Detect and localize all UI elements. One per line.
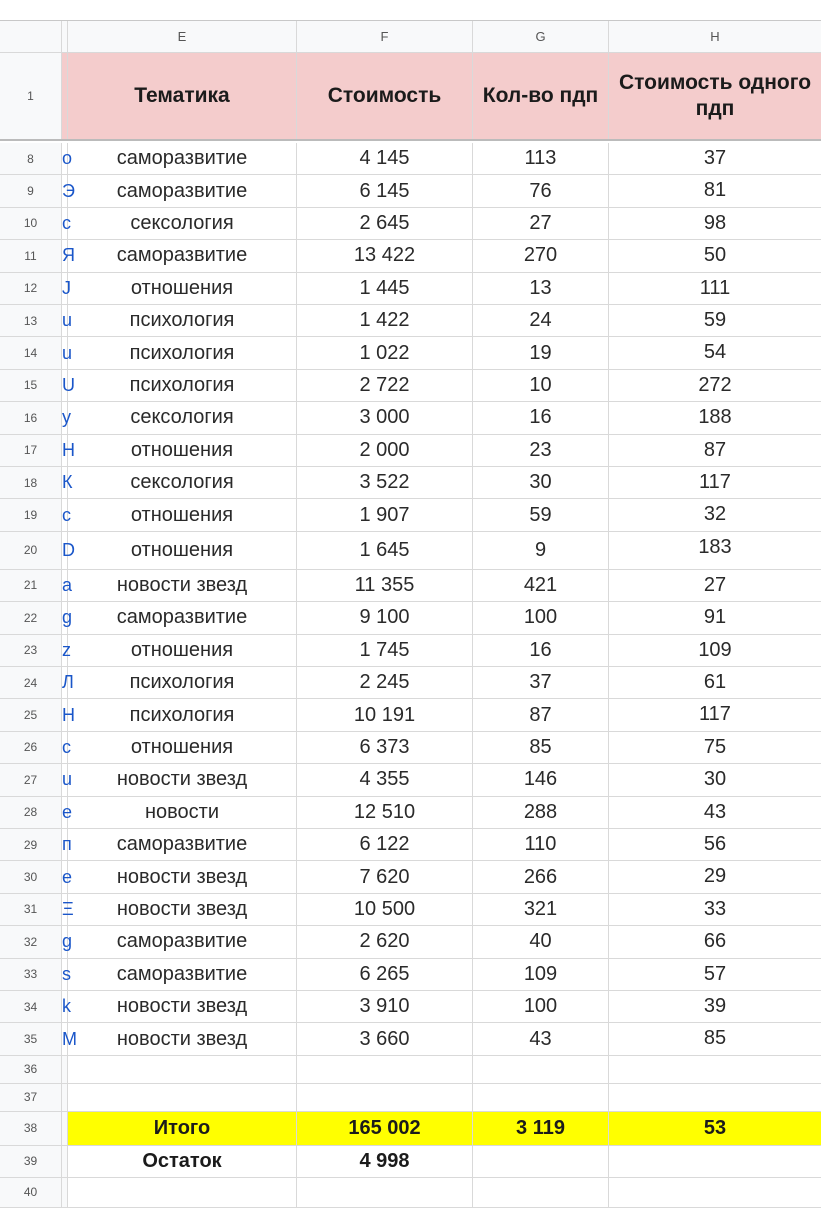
cell-unit-cost[interactable]: 75 (703, 735, 727, 758)
cell-unit-cost[interactable]: 59 (703, 309, 727, 331)
table-row (0, 699, 821, 731)
empty-cell[interactable] (297, 1178, 473, 1207)
cell-count[interactable]: 109 (473, 959, 609, 990)
cell-count[interactable]: 27 (473, 208, 609, 239)
remain-label[interactable]: Остаток (68, 1146, 297, 1177)
cell-unit-cost[interactable]: 98 (703, 211, 727, 234)
link-fragment[interactable]: К (62, 467, 68, 498)
cell-theme[interactable]: новости звезд (68, 570, 297, 601)
table-row (0, 764, 821, 796)
link-fragment[interactable]: е (62, 797, 68, 828)
cell-unit-cost[interactable]: 30 (703, 768, 727, 791)
table-row (0, 499, 821, 531)
row-number[interactable]: 36 (0, 1056, 62, 1083)
row-number[interactable]: 1 (0, 53, 62, 139)
table-row (0, 991, 821, 1023)
cell-cost[interactable]: 1 745 (297, 635, 473, 666)
cell-cost[interactable]: 3 660 (297, 1023, 473, 1054)
table-row (0, 1023, 821, 1055)
cell-count[interactable]: 59 (473, 499, 609, 530)
table-row (0, 370, 821, 402)
table-row (0, 175, 821, 207)
column-header-e[interactable]: E (68, 21, 297, 52)
link-fragment[interactable]: s (62, 959, 68, 990)
empty-cell[interactable] (68, 1056, 297, 1083)
empty-cell[interactable] (473, 1056, 609, 1083)
empty-cell[interactable] (473, 1178, 609, 1207)
link-fragment[interactable]: Я (62, 240, 68, 271)
table-row (0, 829, 821, 861)
cell-unit-cost[interactable]: 33 (703, 897, 727, 920)
cell-cost[interactable]: 11 355 (297, 570, 473, 601)
row-number[interactable]: 25 (0, 699, 62, 730)
cell-theme[interactable]: саморазвитие (68, 959, 297, 990)
cell-count[interactable]: 100 (473, 602, 609, 633)
table-row (0, 732, 821, 764)
row-number[interactable]: 21 (0, 570, 62, 601)
empty-cell[interactable] (609, 1056, 821, 1083)
cell-unit-cost[interactable]: 57 (703, 962, 727, 985)
cell-theme[interactable]: отношения (68, 273, 297, 304)
header-unit-cost[interactable]: Стоимость одного пдп (609, 53, 821, 139)
empty-cell[interactable] (609, 1084, 821, 1111)
row-number[interactable]: 20 (0, 532, 62, 569)
link-fragment[interactable]: М (62, 1023, 68, 1054)
cell-cost[interactable]: 10 500 (297, 894, 473, 925)
table-row (0, 143, 821, 175)
cell-unit-cost[interactable]: 27 (703, 573, 727, 596)
row-number[interactable]: 22 (0, 602, 62, 633)
cell-cost[interactable]: 6 265 (297, 959, 473, 990)
total-row (0, 1112, 821, 1146)
total-count[interactable]: 3 119 (473, 1112, 609, 1145)
row-number[interactable]: 38 (0, 1112, 62, 1145)
link-fragment[interactable]: Э (62, 175, 68, 206)
cell-count[interactable]: 76 (473, 175, 609, 206)
cell-theme[interactable]: саморазвитие (68, 829, 297, 860)
cell-count[interactable]: 40 (473, 926, 609, 957)
cell-theme[interactable]: психология (68, 370, 297, 401)
cell-theme[interactable]: психология (68, 699, 297, 730)
row-number[interactable]: 26 (0, 732, 62, 763)
row-number[interactable]: 24 (0, 667, 62, 698)
cell-count[interactable]: 43 (473, 1023, 609, 1054)
remain-cost[interactable]: 4 998 (297, 1146, 473, 1177)
row-number[interactable]: 39 (0, 1146, 62, 1177)
link-fragment[interactable]: с (62, 732, 68, 763)
table-row (0, 635, 821, 667)
link-fragment[interactable]: k (62, 991, 68, 1022)
cell-theme[interactable]: новости (68, 797, 297, 828)
link-fragment[interactable]: Л (62, 667, 68, 698)
cell-cost[interactable]: 2 620 (297, 926, 473, 957)
empty-cell[interactable] (68, 1084, 297, 1111)
table-row (0, 532, 821, 570)
link-fragment[interactable]: J (62, 273, 68, 304)
cell-unit-cost[interactable]: 50 (703, 244, 727, 267)
link-fragment[interactable]: Ξ (62, 894, 68, 925)
cell-cost[interactable]: 10 191 (297, 699, 473, 730)
link-fragment[interactable]: U (62, 370, 68, 401)
empty-cell[interactable] (473, 1146, 609, 1177)
cell-count[interactable]: 266 (473, 861, 609, 892)
column-header-row (0, 21, 821, 53)
row-number[interactable]: 18 (0, 467, 62, 498)
cell-count[interactable]: 10 (473, 370, 609, 401)
link-fragment[interactable]: Н (62, 435, 68, 466)
cell-count[interactable]: 30 (473, 467, 609, 498)
link-fragment[interactable]: у (62, 402, 68, 433)
cell-theme[interactable]: отношения (68, 499, 297, 530)
empty-cell[interactable] (609, 1178, 821, 1207)
header-row (0, 53, 821, 141)
cell-count[interactable]: 288 (473, 797, 609, 828)
cell-theme[interactable]: сексология (68, 467, 297, 498)
cell-cost[interactable]: 3 910 (297, 991, 473, 1022)
cell-cost[interactable]: 1 422 (297, 305, 473, 336)
table-row (0, 337, 821, 369)
select-all-corner[interactable] (0, 21, 62, 52)
cell-cost[interactable]: 1 645 (297, 532, 473, 569)
cell-theme[interactable]: отношения (68, 732, 297, 763)
row-number[interactable]: 9 (0, 175, 62, 206)
row-number[interactable]: 27 (0, 764, 62, 795)
row-number[interactable]: 14 (0, 337, 62, 368)
cell-count[interactable]: 37 (473, 667, 609, 698)
row-number[interactable]: 28 (0, 797, 62, 828)
empty-cell[interactable] (68, 1178, 297, 1207)
table-row (0, 797, 821, 829)
cell-unit-cost[interactable]: 54 (703, 341, 727, 364)
total-cost[interactable]: 165 002 (297, 1112, 473, 1145)
cell-count[interactable]: 421 (473, 570, 609, 601)
cell-count[interactable]: 270 (473, 240, 609, 271)
cell-cost[interactable]: 4 145 (297, 143, 473, 174)
cell-theme[interactable]: отношения (68, 435, 297, 466)
link-fragment[interactable]: u (62, 764, 68, 795)
cell-theme[interactable]: психология (68, 667, 297, 698)
row-number[interactable]: 34 (0, 991, 62, 1022)
link-fragment[interactable]: с (62, 208, 68, 239)
row-number[interactable]: 23 (0, 635, 62, 666)
cell-cost[interactable]: 12 510 (297, 797, 473, 828)
row-number[interactable]: 13 (0, 305, 62, 336)
cell-unit-cost[interactable]: 56 (703, 833, 727, 855)
table-row (0, 959, 821, 991)
link-fragment[interactable]: u (62, 337, 68, 368)
cell-count[interactable]: 110 (473, 829, 609, 860)
cell-theme[interactable]: саморазвитие (68, 926, 297, 957)
sheet-grid (0, 20, 821, 1200)
empty-row (0, 1178, 821, 1208)
link-fragment[interactable]: а (62, 570, 68, 601)
cell-unit-cost[interactable]: 43 (703, 800, 727, 823)
table-row (0, 240, 821, 272)
cell-unit-cost[interactable]: 272 (698, 373, 732, 396)
empty-cell[interactable] (297, 1056, 473, 1083)
row-number[interactable]: 10 (0, 208, 62, 239)
table-row (0, 861, 821, 893)
column-header-h[interactable]: H (609, 21, 821, 52)
cell-unit-cost[interactable]: 61 (703, 671, 727, 693)
cell-count[interactable]: 16 (473, 402, 609, 433)
header-cost[interactable]: Стоимость (297, 53, 473, 139)
link-fragment[interactable]: g (62, 602, 68, 633)
row-number[interactable]: 30 (0, 861, 62, 892)
cell-count[interactable]: 23 (473, 435, 609, 466)
column-header-g[interactable]: G (473, 21, 609, 52)
cell-unit-cost[interactable]: 117 (699, 703, 731, 726)
table-row (0, 667, 821, 699)
link-fragment[interactable]: Н (62, 699, 68, 730)
cell-cost[interactable]: 9 100 (297, 602, 473, 633)
cell-count[interactable]: 321 (473, 894, 609, 925)
link-fragment[interactable]: о (62, 143, 68, 174)
cell-theme[interactable]: новости звезд (68, 764, 297, 795)
header-count[interactable]: Кол-во пдп (473, 53, 609, 139)
table-row (0, 435, 821, 467)
cell-cost[interactable]: 6 373 (297, 732, 473, 763)
cell-theme[interactable]: саморазвитие (68, 175, 297, 206)
row-number[interactable]: 15 (0, 370, 62, 401)
link-fragment[interactable]: z (62, 635, 68, 666)
row-number[interactable]: 16 (0, 402, 62, 433)
cell-cost[interactable]: 4 355 (297, 764, 473, 795)
cell-unit-cost[interactable]: 81 (703, 179, 727, 202)
table-row (0, 602, 821, 634)
cell-unit-cost[interactable]: 183 (698, 535, 732, 558)
row-number[interactable]: 17 (0, 435, 62, 466)
cell-unit-cost[interactable]: 188 (698, 406, 732, 429)
cell-unit-cost[interactable]: 85 (703, 1027, 727, 1050)
table-row (0, 208, 821, 240)
cell-theme[interactable]: саморазвитие (68, 240, 297, 271)
cell-count[interactable]: 100 (473, 991, 609, 1022)
link-fragment[interactable]: u (62, 305, 68, 336)
cell-unit-cost[interactable]: 32 (703, 503, 727, 526)
empty-cell[interactable] (609, 1146, 821, 1177)
cell-unit-cost[interactable]: 91 (703, 606, 727, 629)
cell-cost[interactable]: 7 620 (297, 861, 473, 892)
cell-unit-cost[interactable]: 29 (703, 865, 727, 888)
cell-count[interactable]: 9 (473, 532, 609, 569)
cell-cost[interactable]: 3 000 (297, 402, 473, 433)
total-unit-cost[interactable]: 53 (609, 1112, 821, 1145)
link-fragment[interactable]: п (62, 829, 68, 860)
cell-unit-cost[interactable]: 87 (703, 438, 727, 461)
empty-cell[interactable] (473, 1084, 609, 1111)
total-label[interactable]: Итого (68, 1112, 297, 1145)
cell-unit-cost[interactable]: 37 (703, 147, 727, 169)
cell-cost[interactable]: 2 645 (297, 208, 473, 239)
row-number[interactable]: 35 (0, 1023, 62, 1054)
cell-cost[interactable]: 1 445 (297, 273, 473, 304)
cell-theme[interactable]: саморазвитие (68, 602, 297, 633)
cell-theme[interactable]: психология (68, 337, 297, 368)
cell-cost[interactable]: 6 122 (297, 829, 473, 860)
empty-cell[interactable] (297, 1084, 473, 1111)
empty-row (0, 1056, 821, 1084)
cell-theme[interactable]: сексология (68, 208, 297, 239)
cell-count[interactable]: 24 (473, 305, 609, 336)
cell-theme[interactable]: саморазвитие (68, 143, 297, 174)
link-fragment[interactable]: g (62, 926, 68, 957)
cell-count[interactable]: 146 (473, 764, 609, 795)
cell-unit-cost[interactable]: 109 (698, 638, 732, 661)
cell-theme[interactable]: психология (68, 305, 297, 336)
row-number[interactable]: 40 (0, 1178, 62, 1207)
row-number[interactable]: 33 (0, 959, 62, 990)
row-number[interactable]: 19 (0, 499, 62, 530)
row-number[interactable]: 12 (0, 273, 62, 304)
cell-theme[interactable]: новости звезд (68, 1023, 297, 1054)
cell-count[interactable]: 85 (473, 732, 609, 763)
cell-cost[interactable]: 3 522 (297, 467, 473, 498)
link-fragment[interactable]: е (62, 861, 68, 892)
cell-theme[interactable]: новости звезд (68, 861, 297, 892)
cell-count[interactable]: 16 (473, 635, 609, 666)
cell-cost[interactable]: 2 245 (297, 667, 473, 698)
table-row (0, 894, 821, 926)
cell-count[interactable]: 113 (473, 143, 609, 174)
row-number[interactable]: 11 (0, 240, 62, 271)
cell-theme[interactable]: отношения (68, 532, 297, 569)
cell-theme[interactable]: новости звезд (68, 991, 297, 1022)
cell-unit-cost[interactable]: 111 (699, 276, 731, 299)
cell-count[interactable]: 19 (473, 337, 609, 368)
cell-cost[interactable]: 1 022 (297, 337, 473, 368)
link-fragment[interactable]: D (62, 532, 68, 569)
cell-theme[interactable]: отношения (68, 635, 297, 666)
cell-cost[interactable]: 1 907 (297, 499, 473, 530)
cell-unit-cost[interactable]: 117 (699, 471, 731, 493)
cell-unit-cost[interactable]: 39 (703, 995, 727, 1017)
remain-row (0, 1146, 821, 1178)
row-number[interactable]: 8 (0, 143, 62, 174)
row-number[interactable]: 31 (0, 894, 62, 925)
table-row (0, 570, 821, 602)
empty-row (0, 1084, 821, 1112)
row-number[interactable]: 32 (0, 926, 62, 957)
cell-count[interactable]: 13 (473, 273, 609, 304)
table-row (0, 305, 821, 337)
link-fragment[interactable]: с (62, 499, 68, 530)
cell-cost[interactable]: 2 722 (297, 370, 473, 401)
row-number[interactable]: 37 (0, 1084, 62, 1111)
cell-cost[interactable]: 6 145 (297, 175, 473, 206)
cell-theme[interactable]: сексология (68, 402, 297, 433)
cell-cost[interactable]: 13 422 (297, 240, 473, 271)
column-header-f[interactable]: F (297, 21, 473, 52)
cell-count[interactable]: 87 (473, 699, 609, 730)
cell-theme[interactable]: новости звезд (68, 894, 297, 925)
header-theme[interactable]: Тематика (68, 53, 297, 139)
cell-unit-cost[interactable]: 66 (703, 930, 727, 953)
table-row (0, 926, 821, 958)
table-row (0, 273, 821, 305)
table-row (0, 467, 821, 499)
cell-cost[interactable]: 2 000 (297, 435, 473, 466)
row-number[interactable]: 29 (0, 829, 62, 860)
table-row (0, 402, 821, 434)
